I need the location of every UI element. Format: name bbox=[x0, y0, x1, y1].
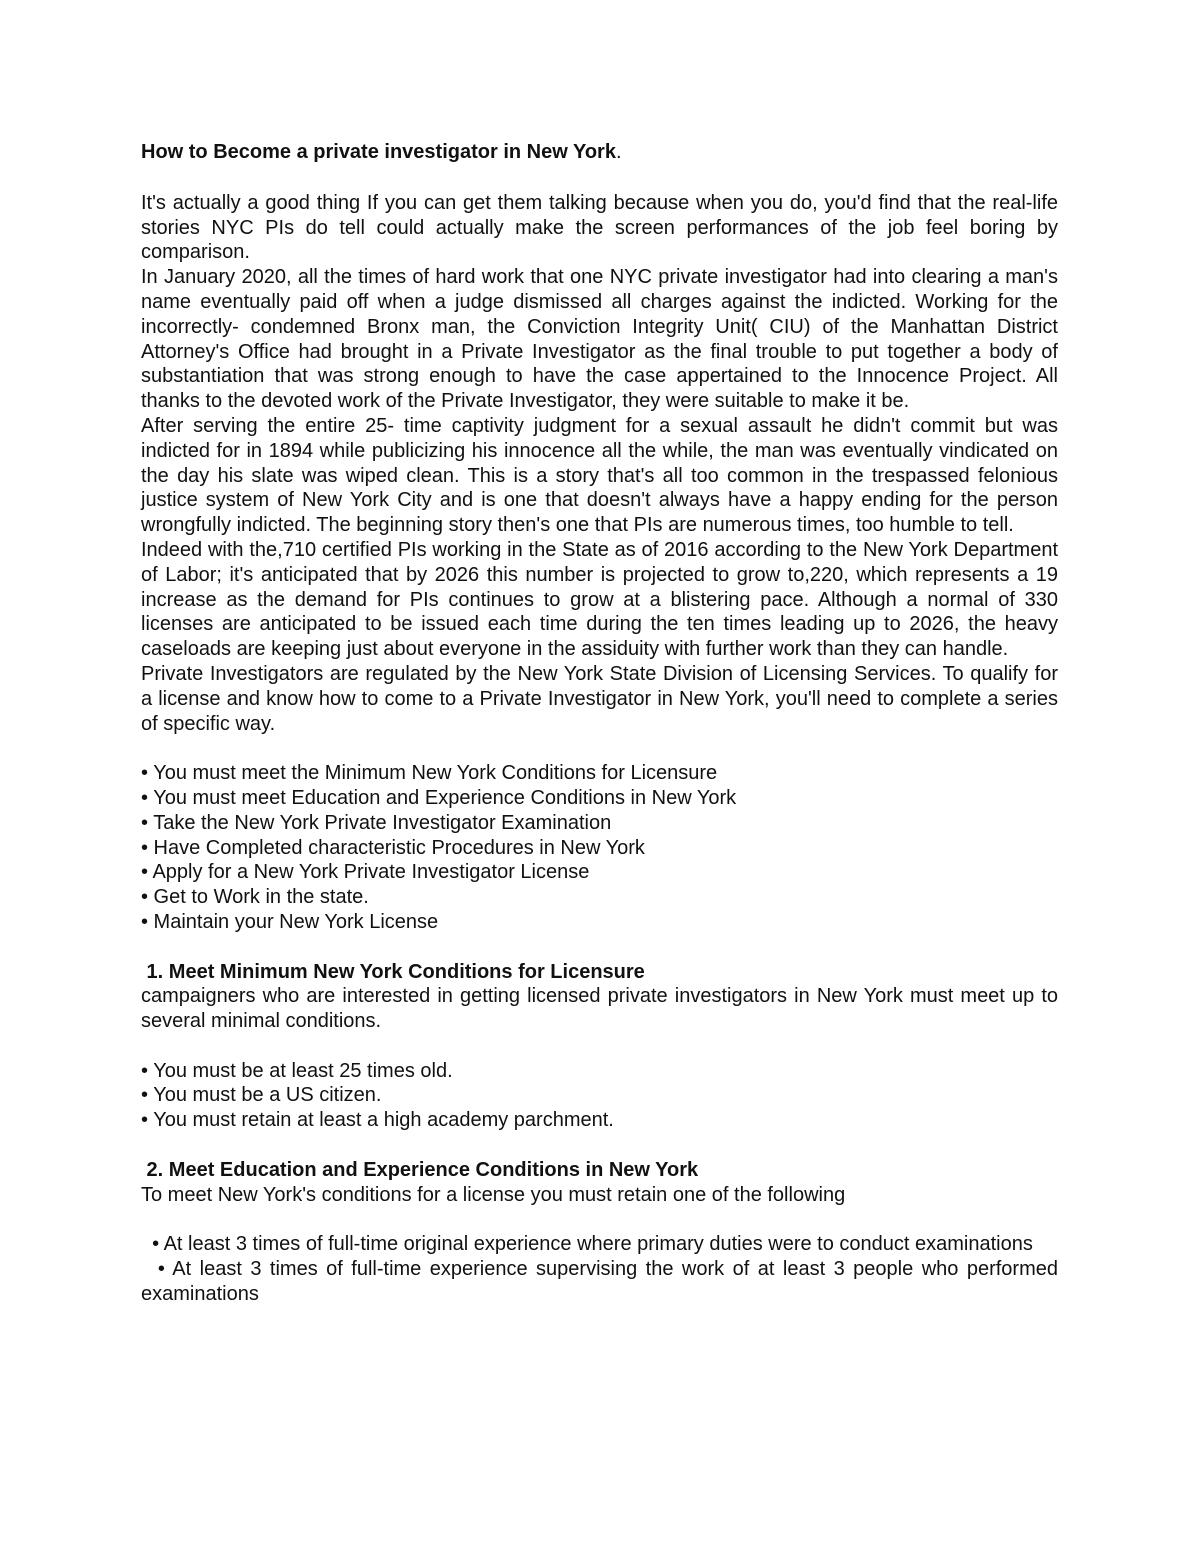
section-2-list bbox=[141, 1232, 1064, 1306]
list-item: • You must be at least 25 times old. bbox=[141, 1059, 453, 1082]
intro-paragraph-5: Private Investigators are regulated by the New York State Division of Licensing Services. To qualify for a license and know how to come to a Private Investigator in New York, you'll need to complete a series of specific way. bbox=[141, 662, 1058, 735]
document-title-suffix: . bbox=[615, 141, 622, 163]
list-item: • You must retain at least a high academy parchment. bbox=[141, 1109, 614, 1132]
section-1-text: campaigners who are interested in getting licensed private investigators in New York must meet up to several minimal conditions. bbox=[141, 985, 1058, 1033]
list-item: • Take the New York Private Investigator Examination bbox=[141, 811, 612, 834]
list-item: • Apply for a New York Private Investigator License bbox=[141, 861, 590, 884]
document-title-text: How to Become a private investigator in New York bbox=[141, 141, 616, 163]
list-item: • You must be a US citizen. bbox=[141, 1084, 382, 1107]
intro-paragraph-3: After serving the entire 25- time captivity judgment for a sexual assault he didn't commit but was indicted for in 1894 while publicizing his innocence all the while, the man was eventually vindicated on the day his slate was wiped clean. This is a story that's all too common in the trespassed felonious justice system of New York City and is one that doesn't always have a happy ending for the person wrongfully indicted. The beginning story then's one that PIs are numerous times, too humble to tell. bbox=[141, 414, 1058, 537]
intro-paragraph-4: Indeed with the,710 certified PIs working in the State as of 2016 according to the New York Department of Labor; it's anticipated that by 2026 this number is projected to grow to,220, which represents a 19 increase as the demand for PIs continues to grow at a blistering pace. Although a normal of 330 licenses are anticipated to be issued each time during the ten times leading up to 2026, the heavy caseloads are keeping just about everyone in the assiduity with further work than they can handle. bbox=[141, 538, 1058, 661]
steps-list bbox=[141, 761, 1058, 935]
section-1-list bbox=[141, 1059, 1058, 1133]
section-2-text: To meet New York's conditions for a license you must retain one of the following bbox=[141, 1183, 846, 1206]
document-title bbox=[141, 140, 1058, 165]
list-item: • You must meet the Minimum New York Conditions for Licensure bbox=[141, 762, 718, 785]
list-item: • At least 3 times of full-time experience supervising the work of at least 3 people who performed examinations bbox=[141, 1258, 1064, 1305]
document-page bbox=[141, 140, 1064, 1307]
section-1-heading: 1. Meet Minimum New York Conditions for Licensure bbox=[141, 960, 645, 983]
intro-paragraph-2: In January 2020, all the times of hard work that one NYC private investigator had into clearing a man's name eventually paid off when a judge dismissed all charges against the indicted. Working for the incorrectly- condemned Bronx man, the Conviction Integrity Unit( CIU) of the Manhattan District Attorney's Office had brought in a Private Investigator as the final trouble to put together a body of substantiation that was strong enough to have the case appertained to the Innocence Project. All thanks to the devoted work of the Private Investigator, they were suitable to make it be. bbox=[141, 266, 1058, 413]
intro-paragraph-1: It's actually a good thing If you can get them talking because when you do, you'd find that the real-life stories NYC PIs do tell could actually make the screen performances of the job feel boring by comparison. bbox=[141, 191, 1058, 264]
list-item: • You must meet Education and Experience Conditions in New York bbox=[141, 786, 737, 809]
list-item: • Maintain your New York License bbox=[141, 910, 439, 933]
list-item: • Get to Work in the state. bbox=[141, 886, 369, 909]
section-2-heading: 2. Meet Education and Experience Conditions in New York bbox=[141, 1158, 699, 1181]
list-item: • Have Completed characteristic Procedures in New York bbox=[141, 836, 645, 859]
list-item: • At least 3 times of full-time original experience where primary duties were to conduct examinations bbox=[141, 1233, 1033, 1256]
